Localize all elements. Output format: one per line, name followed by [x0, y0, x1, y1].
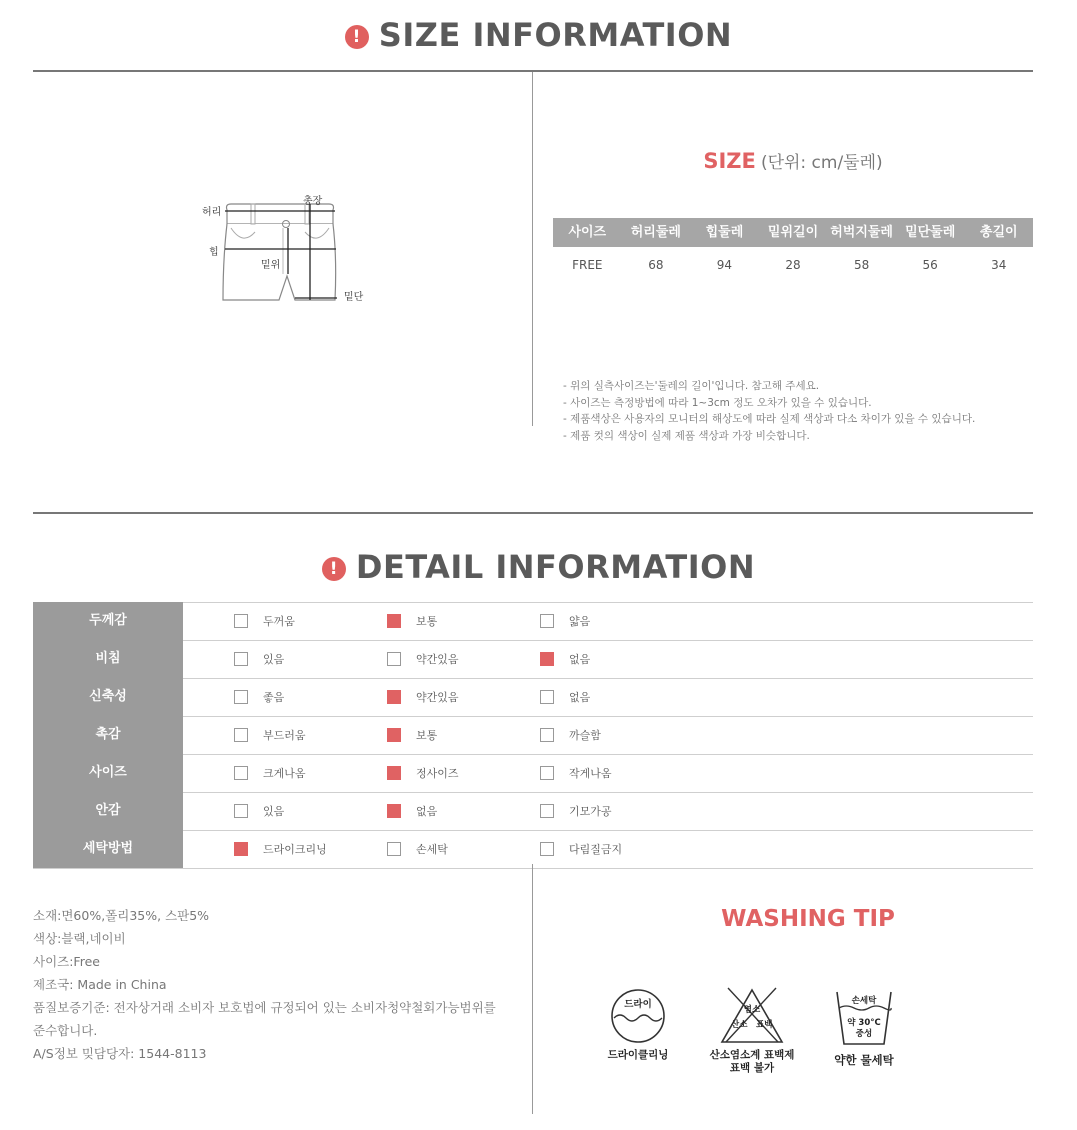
size-table-cell: FREE: [572, 258, 603, 272]
detail-option-label: 기모가공: [569, 805, 612, 818]
detail-option-label: 작게나옴: [569, 767, 612, 780]
detail-option-label: 없음: [569, 691, 591, 704]
checkbox-unchecked-icon: [540, 614, 554, 628]
checkbox-unchecked-icon: [540, 728, 554, 742]
detail-option-label: 까슬함: [569, 729, 601, 742]
size-table-header-cell: 밑단둘레: [905, 225, 956, 240]
detail-option-label: 보통: [416, 729, 438, 742]
detail-option-label: 없음: [416, 805, 438, 818]
detail-row-label: 촉감: [33, 716, 183, 754]
size-table-cell: 56: [922, 258, 938, 272]
diagram-label-waist: 허리: [202, 207, 222, 218]
checkbox-unchecked-icon: [234, 728, 248, 742]
hand-wash-inner-top: 손세탁: [851, 996, 877, 1006]
checkbox-checked-icon: [387, 766, 401, 780]
washing-tip-title: WASHING TIP: [721, 906, 895, 932]
size-table-header: [553, 218, 1033, 247]
detail-option-label: 드라이크리닝: [263, 843, 327, 856]
spec-line: A/S정보 밎담당자: 1544-8113: [33, 1046, 207, 1061]
divider: [33, 512, 1033, 514]
table-row: [553, 252, 1033, 278]
diagram-label-rise: 밑위: [261, 260, 281, 271]
table-row: [33, 755, 1033, 793]
detail-option-label: 크게나옴: [263, 767, 306, 780]
size-notes: [563, 378, 975, 444]
detail-option-label: 약간있음: [416, 691, 459, 704]
table-row: [33, 679, 1033, 717]
detail-section-title: [0, 548, 1077, 586]
no-bleach-inner-right: 표백: [756, 1020, 773, 1030]
diagram-label-total-length: 총장: [303, 196, 323, 207]
alert-icon: !: [345, 25, 369, 49]
table-row: [33, 793, 1033, 831]
detail-option-label: 손세탁: [416, 843, 448, 856]
checkbox-checked-icon: [234, 842, 248, 856]
detail-option-label: 두꺼움: [263, 615, 295, 628]
dry-clean-label: 드라이클리닝: [607, 1049, 669, 1061]
detail-table: [33, 602, 1033, 869]
no-bleach-label-line: 산소염소계 표백제: [709, 1049, 795, 1061]
detail-option-label: 좋음: [263, 691, 285, 704]
detail-section-title-text: DETAIL INFORMATION: [355, 548, 756, 586]
spec-line: 사이즈:Free: [33, 954, 100, 969]
checkbox-unchecked-icon: [387, 652, 401, 666]
checkbox-unchecked-icon: [234, 690, 248, 704]
table-row: [33, 602, 1033, 641]
detail-row-label: 사이즈: [33, 754, 183, 792]
detail-row-label: 비침: [33, 640, 183, 678]
spec-line: 준수합니다.: [33, 1023, 98, 1038]
checkbox-checked-icon: [387, 614, 401, 628]
checkbox-unchecked-icon: [387, 842, 401, 856]
no-bleach-icon: [718, 984, 786, 1046]
size-note: - 사이즈는 측정방법에 따라 1~3cm 정도 오차가 있을 수 있습니다.: [563, 396, 872, 409]
detail-option-label: 다림질금지: [569, 843, 623, 856]
hand-wash-inner-mid: 약 30°C: [847, 1018, 881, 1028]
checkbox-unchecked-icon: [540, 842, 554, 856]
product-specs: [33, 904, 496, 1065]
detail-option-label: 보통: [416, 615, 438, 628]
size-table-cell: 68: [648, 258, 664, 272]
size-note: - 위의 실측사이즈는'둘레의 길이'입니다. 참고해 주세요.: [563, 380, 820, 392]
table-row: [33, 717, 1033, 755]
size-heading-text: SIZE: [703, 149, 756, 173]
detail-option-label: 있음: [263, 653, 285, 666]
size-table-header-cell: 허리둘레: [630, 225, 681, 240]
divider: [33, 70, 1033, 72]
size-table-header-cell: 허벅지둘레: [830, 225, 893, 240]
checkbox-unchecked-icon: [540, 804, 554, 818]
size-table-cell: 28: [785, 258, 801, 272]
detail-option-label: 있음: [263, 805, 285, 818]
size-table-header-cell: 밑위길이: [767, 225, 819, 240]
detail-option-label: 얇음: [569, 615, 591, 628]
size-table-header-cell: 사이즈: [568, 225, 607, 240]
no-bleach-label-line: 표백 불가: [729, 1062, 775, 1074]
spec-line: 색상:블랙,네이비: [33, 931, 126, 946]
detail-row-label: 안감: [33, 792, 183, 830]
size-table-header-cell: 힙둘레: [705, 225, 744, 240]
no-bleach-label: [700, 1049, 804, 1075]
checkbox-checked-icon: [387, 728, 401, 742]
detail-row-label: 신축성: [33, 678, 183, 716]
spec-line: 제조국: Made in China: [33, 977, 167, 992]
checkbox-unchecked-icon: [234, 804, 248, 818]
size-note: - 제품색상은 사용자의 모니터의 해상도에 따라 실제 색상과 다소 차이가 있을 수 있습니다.: [563, 413, 976, 425]
size-table-cell: 94: [716, 258, 733, 272]
size-unit: (단위: cm/둘레): [760, 153, 883, 173]
dry-clean-inner: 드라이: [624, 999, 652, 1010]
detail-option-label: 약간있음: [416, 653, 459, 666]
checkbox-unchecked-icon: [540, 690, 554, 704]
hand-wash-label: 약한 물세탁: [834, 1053, 894, 1067]
size-table-cell: 34: [991, 258, 1007, 272]
checkbox-checked-icon: [387, 690, 401, 704]
hand-wash-inner-bottom: 중성: [855, 1029, 873, 1039]
no-bleach-inner-top: 염소: [743, 1005, 761, 1015]
size-table-cell: 58: [853, 258, 870, 272]
size-heading: [553, 148, 1033, 173]
checkbox-checked-icon: [540, 652, 554, 666]
diagram-label-hip: 힙: [209, 247, 219, 258]
checkbox-unchecked-icon: [234, 652, 248, 666]
detail-row-label: 세탁방법: [33, 830, 183, 868]
diagram-label-hem: 밑단: [344, 292, 364, 303]
vertical-divider: [532, 864, 533, 1114]
checkbox-unchecked-icon: [234, 614, 248, 628]
table-row: [33, 831, 1033, 869]
spec-line: 품질보증기준: 전자상거래 소비자 보호법에 규정되어 있는 소비자청약철회가능범위를: [33, 1000, 496, 1015]
no-bleach-inner-mid: 산소: [731, 1020, 748, 1030]
checkbox-unchecked-icon: [540, 766, 554, 780]
alert-icon: !: [322, 557, 346, 581]
checkbox-checked-icon: [387, 804, 401, 818]
detail-option-label: 정사이즈: [416, 767, 459, 780]
detail-row-label: 두께감: [33, 602, 183, 640]
checkbox-unchecked-icon: [234, 766, 248, 780]
vertical-divider: [532, 72, 533, 426]
size-table-header-cell: 총길이: [979, 225, 1018, 240]
size-section-title-text: SIZE INFORMATION: [378, 16, 733, 54]
detail-option-label: 부드러움: [263, 729, 306, 742]
detail-option-label: 없음: [569, 653, 591, 666]
size-section-title: [0, 16, 1077, 54]
size-note: - 제품 컷의 색상이 실제 제품 색상과 가장 비슷합니다.: [563, 429, 810, 442]
table-row: [33, 641, 1033, 679]
spec-line: 소재:면60%,폴리35%, 스판5%: [33, 908, 210, 923]
